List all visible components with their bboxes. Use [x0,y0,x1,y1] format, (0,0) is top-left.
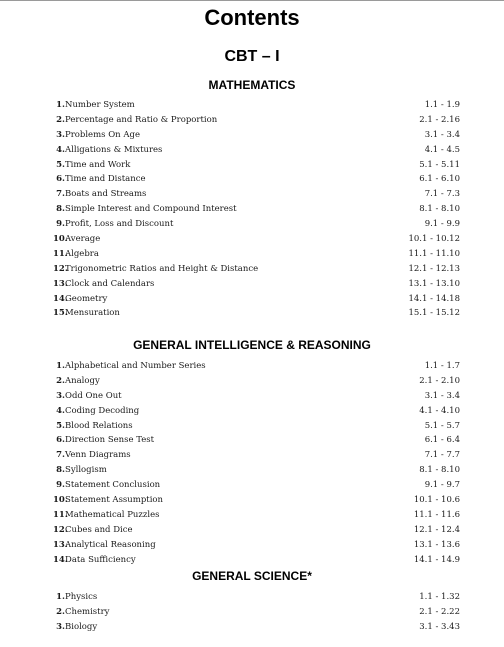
toc-entry-pages: 9.1 - 9.7 [424,480,460,491]
toc-entry-number: 8. [56,465,65,476]
toc-entry-title: Simple Interest and Compound Interest [65,204,237,215]
toc-entry-pages: 2.1 - 2.16 [419,114,460,125]
toc-entry-number: 2. [56,375,65,386]
toc-entry-title: Geometry [65,293,108,304]
toc-entry [53,590,460,605]
toc-entry-pages: 11.1 - 11.6 [413,509,460,520]
toc-entry-pages: 14.1 - 14.9 [413,554,460,565]
section-heading-science: GENERAL SCIENCE* [192,569,312,583]
toc-entry [53,98,460,113]
top-border [0,0,504,1]
toc-entry-title: Alphabetical and Number Series [65,361,206,371]
toc-entry-title: Average [65,234,101,245]
toc-entry-number: 1. [56,592,65,602]
toc-entry-pages: 13.1 - 13.10 [408,278,460,289]
toc-entry [53,553,460,568]
toc-entry-title: Mensuration [65,308,120,319]
toc-entry-number: 12. [53,263,68,274]
toc-entry-number: 11. [53,509,68,520]
toc-entry-title: Analogy [65,375,100,386]
toc-entry-pages: 7.1 - 7.7 [424,450,460,461]
toc-entry-pages: 8.1 - 8.10 [419,204,460,215]
toc-entry-title: Odd One Out [65,390,122,401]
toc-entry-pages: 6.1 - 6.10 [419,174,460,185]
toc-entry-number: 14. [53,554,68,565]
toc-entry-title: Analytical Reasoning [65,539,156,550]
section-heading-mathematics: MATHEMATICS [208,78,296,92]
toc-entry-number: 7. [56,189,65,200]
toc-list-reasoning [53,359,460,567]
toc-entry-pages: 5.1 - 5.7 [424,420,460,431]
toc-entry-title: Number System [65,100,135,110]
toc-entry-number: 2. [56,114,65,125]
toc-entry-number: 10. [53,234,68,245]
toc-entry-pages: 4.1 - 4.5 [424,144,460,155]
toc-entry-title: Chemistry [65,606,110,617]
toc-entry-title: Mathematical Puzzles [65,509,160,520]
toc-entry-title: Physics [65,592,98,602]
toc-entry-pages: 15.1 - 15.12 [408,308,460,319]
toc-entry-title: Direction Sense Test [65,435,155,446]
toc-entry-pages: 13.1 - 13.6 [413,539,460,550]
toc-list-mathematics [53,98,460,321]
toc-entry-title: Statement Conclusion [65,480,161,491]
toc-entry-number: 13. [53,278,68,289]
toc-entry-number: 4. [56,405,65,416]
toc-entry-number: 6. [56,435,65,446]
toc-entry-number: 5. [56,420,65,431]
toc-entry-pages: 14.1 - 14.18 [408,293,460,304]
toc-entry-title: Algebra [65,248,99,259]
toc-entry-title: Coding Decoding [65,405,140,416]
toc-entry-number: 4. [56,144,65,155]
toc-entry-pages: 1.1 - 1.32 [419,592,460,602]
toc-entry [53,605,460,620]
toc-entry-number: 1. [56,361,65,371]
toc-entry-pages: 10.1 - 10.6 [413,495,460,506]
section-heading-reasoning: GENERAL INTELLIGENCE & REASONING [133,338,371,352]
toc-entry [53,478,460,493]
toc-entry [53,128,460,143]
toc-entry-number: 11. [53,248,68,259]
toc-entry-number: 6. [56,174,65,185]
page-title: Contents [204,5,300,30]
toc-entry [53,359,460,374]
toc-entry-number: 13. [53,539,68,550]
toc-entry-number: 2. [56,606,65,617]
toc-entry [53,523,460,538]
toc-entry-title: Problems On Age [65,129,140,140]
toc-entry-pages: 9.1 - 9.9 [424,219,460,230]
toc-entry [53,247,460,262]
toc-entry-pages: 3.1 - 3.43 [419,621,460,632]
toc-entry-number: 5. [56,159,65,170]
toc-entry-number: 14. [53,293,68,304]
toc-entry-pages: 12.1 - 12.4 [413,524,460,535]
toc-entry [53,419,460,434]
toc-entry [53,187,460,202]
toc-entry [53,113,460,128]
toc-entry-pages: 2.1 - 2.10 [419,375,460,386]
toc-entry-title: Venn Diagrams [65,450,131,461]
toc-entry [53,217,460,232]
toc-entry-pages: 6.1 - 6.4 [424,435,460,446]
toc-entry-title: Blood Relations [65,420,133,431]
toc-entry-number: 8. [56,204,65,215]
toc-entry [53,277,460,292]
toc-entry-pages: 7.1 - 7.3 [424,189,460,200]
toc-entry-number: 15. [53,308,68,319]
toc-entry-title: Alligations & Mixtures [65,144,163,155]
toc-entry-title: Time and Distance [65,174,146,185]
toc-entry-title: Data Sufficiency [65,554,136,565]
toc-entry-pages: 12.1 - 12.13 [408,263,460,274]
toc-entry-pages: 5.1 - 5.11 [419,159,460,170]
toc-entry [53,374,460,389]
toc-entry-title: Boats and Streams [65,189,147,200]
toc-entry-number: 9. [56,480,65,491]
toc-entry-title: Statement Assumption [65,495,163,506]
toc-entry [53,202,460,217]
toc-entry [53,538,460,553]
toc-entry-title: Trigonometric Ratios and Height & Distance [65,263,259,274]
toc-entry-pages: 8.1 - 8.10 [419,465,460,476]
toc-list-science [53,590,460,635]
toc-entry-number: 10. [53,495,68,506]
toc-entry-title: Profit, Loss and Discount [65,219,174,230]
toc-entry-title: Percentage and Ratio & Proportion [65,114,218,125]
toc-entry-pages: 11.1 - 11.10 [408,248,460,259]
toc-entry [53,389,460,404]
toc-entry-pages: 1.1 - 1.7 [424,361,460,371]
toc-entry-number: 3. [56,129,65,140]
toc-entry-number: 3. [56,390,65,401]
toc-entry-title: Time and Work [65,159,131,170]
toc-entry [53,448,460,463]
toc-entry [53,433,460,448]
toc-entry [53,292,460,307]
toc-entry-pages: 3.1 - 3.4 [424,390,460,401]
toc-entry [53,306,460,321]
toc-entry [53,620,460,635]
page-subtitle: CBT – I [224,48,280,65]
toc-entry-title: Syllogism [65,465,107,476]
toc-entry-pages: 4.1 - 4.10 [419,405,460,416]
toc-entry [53,172,460,187]
toc-entry-number: 7. [56,450,65,461]
toc-entry-number: 9. [56,219,65,230]
toc-entry [53,232,460,247]
toc-entry [53,493,460,508]
toc-entry-title: Cubes and Dice [65,524,133,535]
toc-entry-number: 3. [56,621,65,632]
toc-entry-pages: 10.1 - 10.12 [408,234,460,245]
toc-entry [53,404,460,419]
toc-entry [53,143,460,158]
toc-entry [53,262,460,277]
toc-entry-title: Biology [65,621,98,632]
toc-entry [53,158,460,173]
toc-entry-pages: 1.1 - 1.9 [424,100,460,110]
toc-entry [53,463,460,478]
toc-entry-number: 12. [53,524,68,535]
toc-entry-title: Clock and Calendars [65,278,155,289]
toc-entry-pages: 2.1 - 2.22 [419,606,460,617]
toc-entry-number: 1. [56,100,65,110]
toc-entry-pages: 3.1 - 3.4 [424,129,460,140]
toc-entry [53,508,460,523]
